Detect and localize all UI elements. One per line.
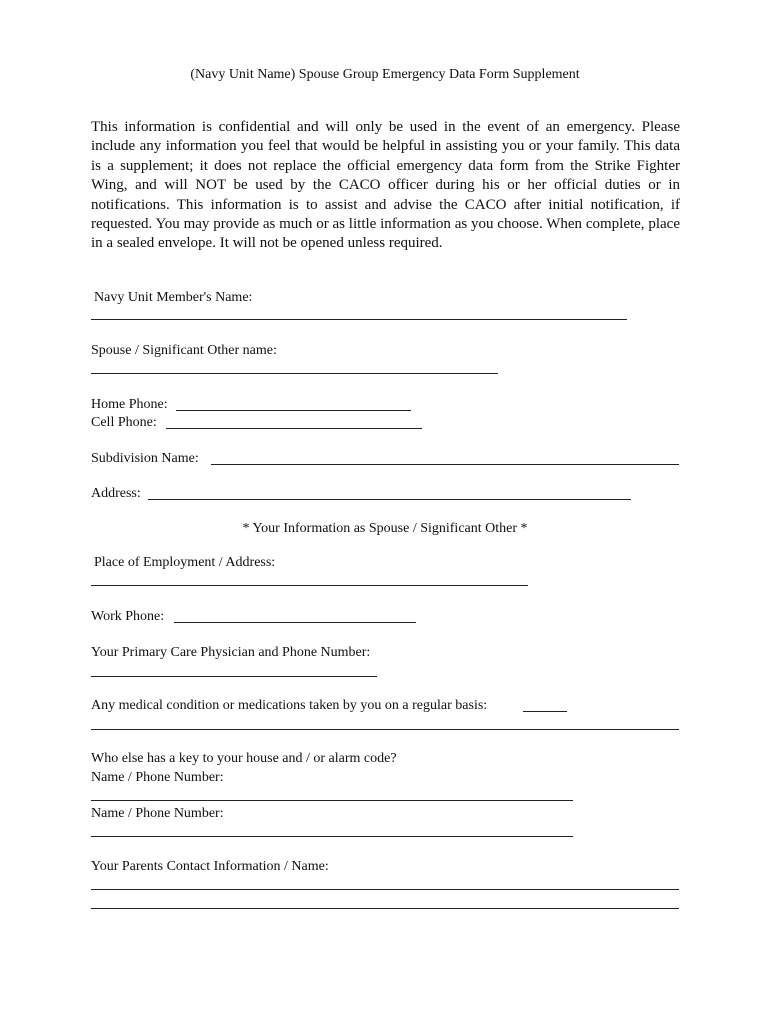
member-name-label: Navy Unit Member's Name:: [94, 290, 253, 305]
name-phone-2-line[interactable]: [91, 836, 573, 837]
member-name-line[interactable]: [91, 319, 627, 320]
work-phone-line[interactable]: [174, 622, 416, 623]
key-question-label: Who else has a key to your house and / or alarm code?: [91, 751, 397, 766]
intro-paragraph: This information is confidential and will only be used in the event of an emergency. Please include any information you feel that would be helpful in assisting you or your family. This data is a supplement; it does not replace the official emergency data form from the Strike Fighter Wing, and will NOT be used by the CACO officer during his or her official duties or in notifications. This information is to assist and advise the CACO after initial notification, if requested. You may provide as much or as little information as you choose. When complete, place in a sealed envelope. It will not be opened unless required.: [91, 119, 680, 252]
medical-label: Any medical condition or medications taken by you on a regular basis:: [91, 698, 488, 713]
address-label: Address:: [91, 486, 141, 501]
form-title: (Navy Unit Name) Spouse Group Emergency Data Form Supplement: [190, 67, 580, 82]
cell-phone-line[interactable]: [166, 428, 422, 429]
parents-label: Your Parents Contact Information / Name:: [91, 859, 329, 874]
employment-label: Place of Employment / Address:: [94, 555, 276, 570]
section-heading: * Your Information as Spouse / Significant Other *: [242, 521, 528, 536]
home-phone-label: Home Phone:: [91, 397, 168, 412]
physician-line[interactable]: [91, 676, 377, 677]
subdivision-line[interactable]: [211, 464, 679, 465]
name-phone-1-line[interactable]: [91, 800, 573, 801]
medical-inline-line[interactable]: [523, 711, 567, 712]
spouse-name-line[interactable]: [91, 373, 498, 374]
parents-line-2[interactable]: [91, 908, 679, 909]
cell-phone-label: Cell Phone:: [91, 415, 157, 430]
name-phone-1-label: Name / Phone Number:: [91, 770, 224, 785]
home-phone-line[interactable]: [176, 410, 411, 411]
medical-line[interactable]: [91, 729, 679, 730]
parents-line-1[interactable]: [91, 889, 679, 890]
physician-label: Your Primary Care Physician and Phone Number:: [91, 645, 371, 660]
work-phone-label: Work Phone:: [91, 609, 165, 624]
address-line[interactable]: [148, 499, 631, 500]
employment-line[interactable]: [91, 585, 528, 586]
name-phone-2-label: Name / Phone Number:: [91, 806, 224, 821]
spouse-name-label: Spouse / Significant Other name:: [91, 343, 277, 358]
subdivision-label: Subdivision Name:: [91, 451, 199, 466]
